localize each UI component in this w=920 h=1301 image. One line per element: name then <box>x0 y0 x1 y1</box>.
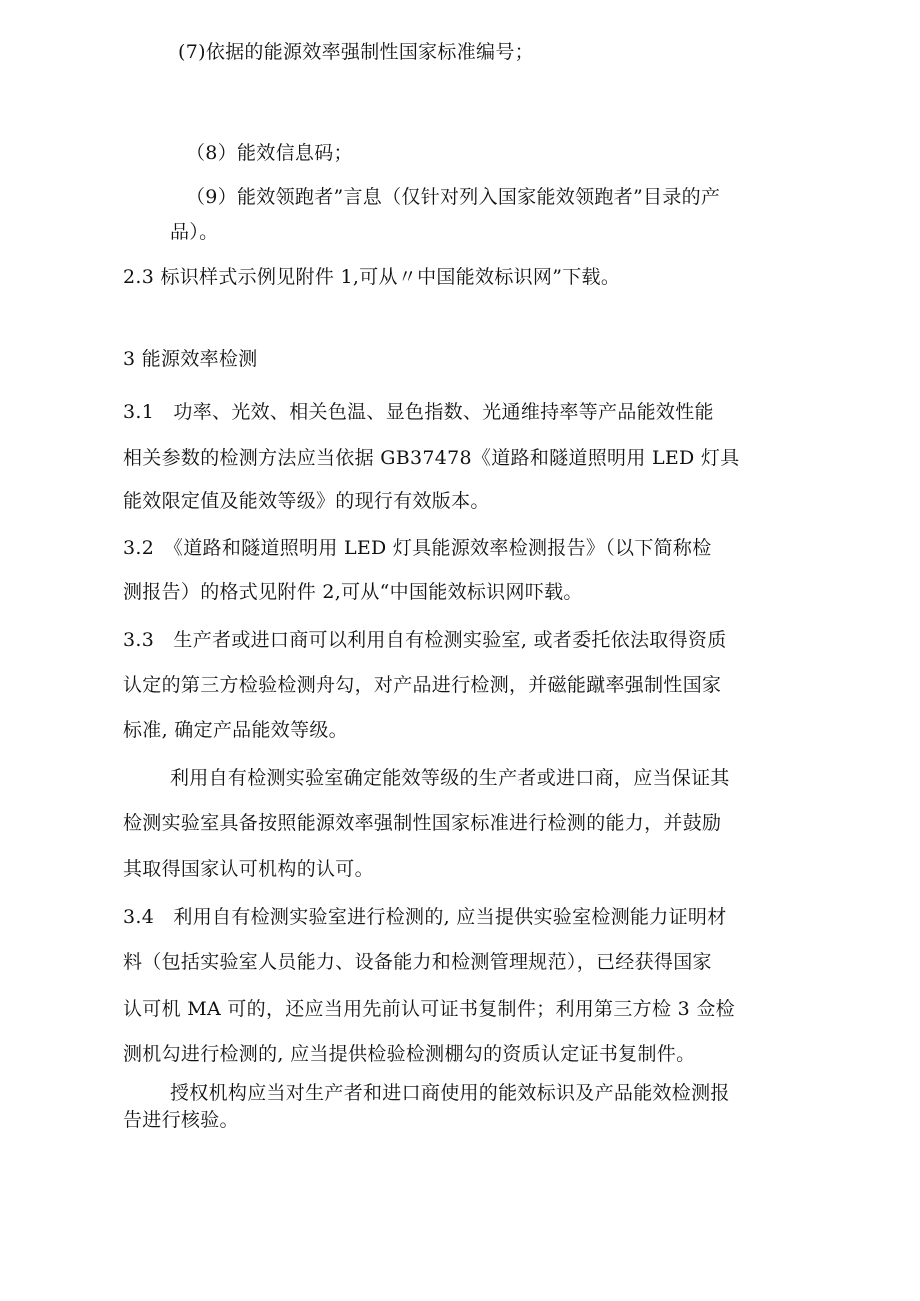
section-3-2-line-1: 3.2 《道路和隧道照明用 LED 灯具能源效率检测报告》（以下简称检 <box>123 537 712 559</box>
item-8: （8）能效信息码； <box>186 142 353 164</box>
section-3-4-line-2: 料（包括实验室人员能力、设备能力和检测管理规范），已经获得国家 <box>123 951 712 973</box>
self-lab-paragraph-line-3: 其取得国家认可机构的认可。 <box>123 858 374 880</box>
section-3-1-line-1: 3.1 功率、光效、相关色温、显色指数、光通维持率等产品能效性能 <box>123 401 714 423</box>
self-lab-paragraph-line-1: 利用自有检测实验室确定能效等级的生产者或进口商，应当保证其 <box>170 767 730 789</box>
section-3-1-line-2: 相关参数的检测方法应当依据 GB37478《道路和隧道照明用 LED 灯具 <box>123 447 740 469</box>
section-3-3-line-3: 标准, 确定产品能效等级。 <box>123 719 348 741</box>
section-3-3-line-2: 认定的第三方检验检测舟勾，对产品进行检测，并磁能蹴率强制性国家 <box>123 674 722 696</box>
section-3-4-line-3: 认可机 MA 可的，还应当用先前认可证书复制件；利用第三方检 3 佥检 <box>123 998 735 1020</box>
section-3-2-line-2: 测报告）的格式见附件 2,可从“中国能效标识网吓载。 <box>123 581 583 603</box>
section-2-3: 2.3 标识样式示例见附件 1,可从〃中国能效标识网”下载。 <box>123 266 621 288</box>
section-3-3-line-1: 3.3 生产者或进口商可以利用自有检测实验室, 或者委托依法取得资质 <box>123 629 727 651</box>
item-7: (7)依据的能源效率强制性国家标准编号； <box>178 41 534 63</box>
section-3-4-line-1: 3.4 利用自有检测实验室进行检测的, 应当提供实验室检测能力证明材 <box>123 906 727 928</box>
section-3-4-line-4: 测机勾进行检测的, 应当提供检验检测棚勾的资质认定证书复制件。 <box>123 1043 696 1065</box>
section-3-1-line-3: 能效限定值及能效等级》的现行有效版本。 <box>123 490 490 512</box>
section-3-heading: 3 能源效率检测 <box>123 348 258 370</box>
authority-paragraph-line-1: 授权机构应当对生产者和进口商使用的能效标识及产品能效检测报 <box>170 1082 730 1104</box>
item-9-line-1: （9）能效领跑者”言息（仅针对列入国家能效领跑者”目录的产 <box>186 186 721 208</box>
self-lab-paragraph-line-2: 检测实验室具备按照能源效率强制性国家标准进行检测的能力，并鼓励 <box>123 812 722 834</box>
item-9-line-2: 品）。 <box>170 221 219 243</box>
authority-paragraph-line-2: 告进行核验。 <box>123 1109 239 1131</box>
